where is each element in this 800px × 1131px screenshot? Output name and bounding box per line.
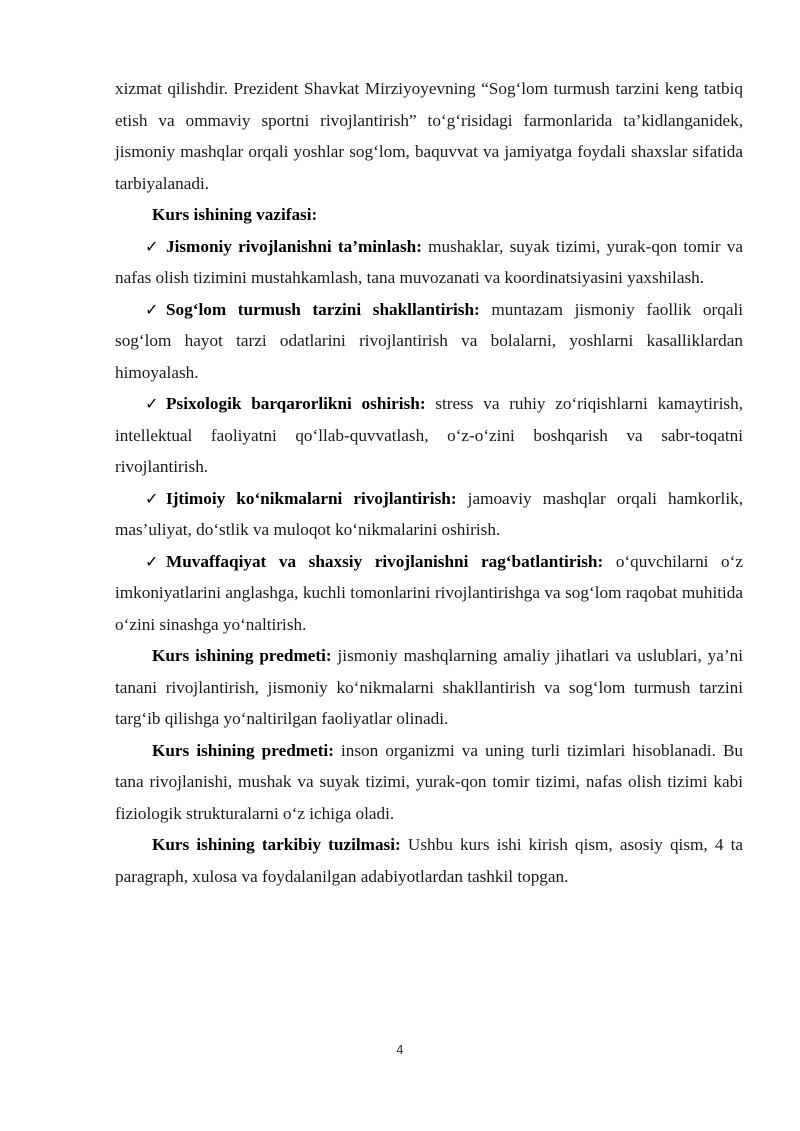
check-icon: ✓ — [145, 551, 159, 571]
task-title: Sog‘lom turmush tarzini shakllantirish: — [166, 299, 480, 319]
object-text: inson organizmi va uning turli tizimlari hisoblanadi. Bu tana rivojlanishi, mushak va suyak tizimi, yurak-qon tomir tizimi, nafas olish tizimi kabi fiziologik strukturalarni o‘z ichiga oladi. — [115, 740, 743, 823]
tasks-heading: Kurs ishining vazifasi: — [152, 205, 318, 224]
task-title: Ijtimoiy ko‘nikmalarni rivojlantirish: — [166, 488, 457, 508]
structure-paragraph — [115, 829, 743, 892]
task-text: mushaklar, suyak tizimi, yurak-qon tomir va nafas olish tizimini mustahkamlash, tana muvozanati va koordinatsiyasini yaxshilash. — [115, 236, 744, 287]
task-item — [115, 231, 743, 294]
subject-paragraph — [115, 640, 743, 735]
check-icon: ✓ — [145, 299, 159, 319]
intro-paragraph: xizmat qilishdir. Prezident Shavkat Mirziyoyevning “Sog‘lom turmush tarzini keng tatbiq etish va ommaviy sportni rivojlantirish” to‘g‘risidagi farmonlarida ta’kidlanganidek, jismoniy mashqlar orqali yoshlar sog‘lom, baquvvat va jamiyatga foydali shaxslar sifatida tarbiyalanadi. — [115, 79, 743, 193]
document-body — [115, 73, 743, 892]
check-icon: ✓ — [145, 394, 159, 413]
task-title: Muvaffaqiyat va shaxsiy rivojlanishni rag‘batlantirish: — [166, 551, 604, 571]
task-item — [115, 483, 743, 546]
object-paragraph — [115, 735, 743, 830]
task-text: jamoaviy mashqlar orqali hamkorlik, mas’uliyat, do‘stlik va muloqot ko‘nikmalarini oshirish. — [115, 488, 744, 539]
object-label: Kurs ishining predmeti: — [152, 740, 334, 760]
check-icon: ✓ — [145, 236, 159, 256]
task-item — [115, 546, 743, 641]
structure-text: Ushbu kurs ishi kirish qism, asosiy qism, 4 ta paragraph, xulosa va foydalanilgan adabiyotlardan tashkil topgan. — [115, 835, 743, 886]
tasks-heading-paragraph — [115, 199, 743, 231]
page-number: 4 — [396, 1043, 404, 1057]
check-icon: ✓ — [145, 488, 159, 508]
subject-label: Kurs ishining predmeti: — [152, 646, 332, 665]
task-text: o‘quvchilarni o‘z imkoniyatlarini anglashga, kuchli tomonlarini rivojlantirishga va sog‘lom raqobat muhitida o‘zini sinashga yo‘naltirish. — [115, 551, 743, 634]
task-title: Jismoniy rivojlanishni ta’minlash: — [166, 236, 422, 256]
task-text: stress va ruhiy zo‘riqishlarni kamaytirish, intellektual faoliyatni qo‘llab-quvvatlash, o‘z-o‘zini boshqarish va sabr-toqatni rivojlantirish. — [115, 394, 744, 476]
task-text: muntazam jismoniy faollik orqali sog‘lom hayot tarzi odatlarini rivojlantirish va bolalarni, yoshlarni kasalliklardan himoyalash. — [115, 299, 743, 382]
task-title: Psixologik barqarorlikni oshirish: — [166, 394, 426, 413]
task-item — [115, 388, 743, 483]
structure-label: Kurs ishining tarkibiy tuzilmasi: — [152, 835, 401, 854]
subject-text: jismoniy mashqlarning amaliy jihatlari va uslublari, ya’ni tanani rivojlantirish, jismoniy ko‘nikmalarni shakllantirish va sog‘lom turmush tarzini targ‘ib qilishga yo‘naltirilgan faoliyatlar olinadi. — [115, 646, 743, 728]
task-item — [115, 294, 743, 389]
